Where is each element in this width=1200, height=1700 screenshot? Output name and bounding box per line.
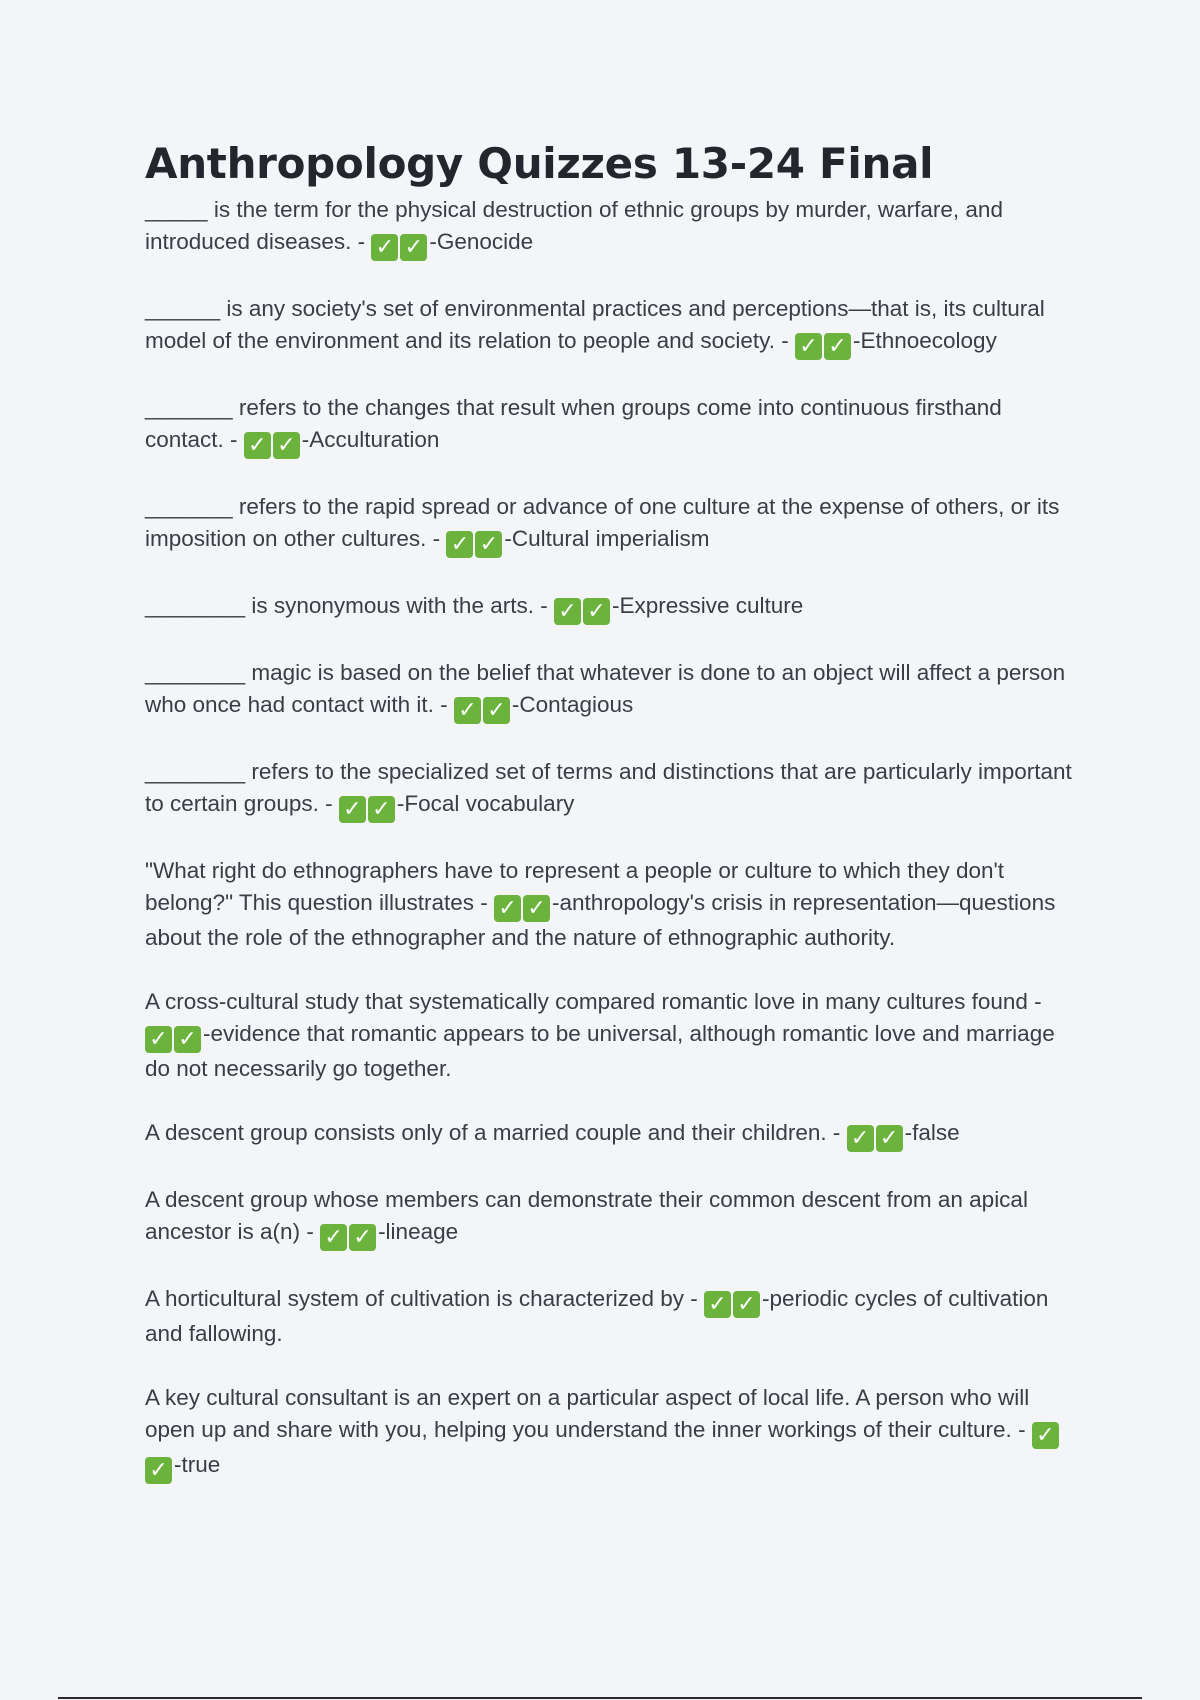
check-mark-icon: ✓ (349, 1224, 376, 1251)
answer-separator: - (351, 229, 372, 255)
answer-text: -Ethnoecology (852, 328, 997, 354)
answer-text: -periodic cycles of cultivation and fallowing. (145, 1286, 1049, 1347)
qa-item (145, 986, 1075, 1085)
document-page (145, 140, 1075, 1516)
answer-separator: - (474, 890, 495, 916)
qa-item (145, 756, 1075, 823)
check-mark-icon: ✓ (847, 1125, 874, 1152)
answer-text: -lineage (378, 1219, 459, 1245)
answer-text: -Expressive culture (611, 593, 804, 619)
answer-separator: - (433, 692, 454, 718)
check-mark-icon: ✓ (554, 598, 581, 625)
check-mark-icon: ✓ (145, 1026, 172, 1053)
check-mark-icon: ✓ (400, 234, 427, 261)
question-text: A cross-cultural study that systematically compared romantic love in many cultures found (145, 989, 1028, 1015)
check-mark-icon: ✓ (824, 333, 851, 360)
check-mark-icon: ✓ (273, 432, 300, 459)
question-text: A key cultural consultant is an expert on a particular aspect of local life. A person who will open up and share with you, helping you understand the inner workings of their culture. (145, 1385, 1030, 1443)
qa-item (145, 1382, 1075, 1484)
answer-separator: - (533, 593, 554, 619)
answer-separator: - (318, 791, 339, 817)
check-mark-icon: ✓ (876, 1125, 903, 1152)
question-text: _______ refers to the changes that result when groups come into continuous firsthand contact. (145, 395, 1002, 453)
answer-separator: - (1027, 989, 1042, 1015)
question-text: ______ is any society's set of environmental practices and perceptions—that is, its cultural model of the environment and its relation to people and society. (145, 296, 1045, 354)
answer-text: -true (174, 1452, 221, 1478)
qa-item (145, 1283, 1075, 1350)
answer-text: -Genocide (429, 229, 534, 255)
check-mark-icon: ✓ (704, 1291, 731, 1318)
question-text: _______ refers to the rapid spread or advance of one culture at the expense of others, or its imposition on other cultures. (145, 494, 1060, 552)
question-text: A horticultural system of cultivation is characterized by (145, 1286, 684, 1312)
document-title: Anthropology Quizzes 13-24 Final (145, 139, 934, 188)
qa-item (145, 855, 1075, 954)
qa-item (145, 392, 1075, 459)
check-mark-icon: ✓ (483, 697, 510, 724)
qa-item (145, 1117, 1075, 1152)
answer-text: -Focal vocabulary (396, 791, 575, 817)
question-text: ________ magic is based on the belief that whatever is done to an object will affect a person who once had contact with it. (145, 660, 1066, 718)
check-mark-icon: ✓ (1032, 1422, 1059, 1449)
answer-separator: - (426, 526, 447, 552)
answer-text: -Acculturation (301, 427, 440, 453)
qa-item (145, 1184, 1075, 1251)
answer-text: -anthropology's crisis in representation—questions about the role of the ethnographer and the nature of ethnographic authority. (145, 890, 1056, 951)
question-text: A descent group consists only of a married couple and their children. (145, 1120, 827, 1146)
qa-item (145, 194, 1075, 261)
question-text: ________ is synonymous with the arts. (145, 593, 534, 619)
check-mark-icon: ✓ (371, 234, 398, 261)
question-text: ________ refers to the specialized set of terms and distinctions that are particularly important to certain groups. (145, 759, 1072, 817)
qa-list (145, 194, 1075, 1484)
footer-divider (58, 1697, 1142, 1699)
check-mark-icon: ✓ (475, 531, 502, 558)
check-mark-icon: ✓ (145, 1457, 172, 1484)
answer-separator: - (223, 427, 244, 453)
check-mark-icon: ✓ (244, 432, 271, 459)
question-text: A descent group whose members can demonstrate their common descent from an apical ancestor is a(n) (145, 1187, 1028, 1245)
check-mark-icon: ✓ (339, 796, 366, 823)
answer-separator: - (774, 328, 795, 354)
check-mark-icon: ✓ (494, 895, 521, 922)
qa-item (145, 657, 1075, 724)
qa-item (145, 590, 1075, 625)
answer-separator: - (826, 1120, 847, 1146)
answer-separator: - (683, 1286, 704, 1312)
check-mark-icon: ✓ (733, 1291, 760, 1318)
question-text: "What right do ethnographers have to represent a people or culture to which they don't belong?" This question illustrates (145, 858, 1005, 916)
answer-text: -Contagious (511, 692, 634, 718)
answer-text: -Cultural imperialism (504, 526, 710, 552)
check-mark-icon: ✓ (583, 598, 610, 625)
answer-text: -false (904, 1120, 960, 1146)
qa-item (145, 293, 1075, 360)
check-mark-icon: ✓ (446, 531, 473, 558)
check-mark-icon: ✓ (523, 895, 550, 922)
check-mark-icon: ✓ (320, 1224, 347, 1251)
check-mark-icon: ✓ (368, 796, 395, 823)
answer-text: -evidence that romantic appears to be universal, although romantic love and marriage do not necessarily go together. (145, 1021, 1055, 1082)
check-mark-icon: ✓ (174, 1026, 201, 1053)
check-mark-icon: ✓ (454, 697, 481, 724)
answer-separator: - (300, 1219, 321, 1245)
answer-separator: - (1011, 1417, 1032, 1443)
qa-item (145, 491, 1075, 558)
question-text: _____ is the term for the physical destruction of ethnic groups by murder, warfare, and introduced diseases. (145, 197, 1003, 255)
check-mark-icon: ✓ (795, 333, 822, 360)
